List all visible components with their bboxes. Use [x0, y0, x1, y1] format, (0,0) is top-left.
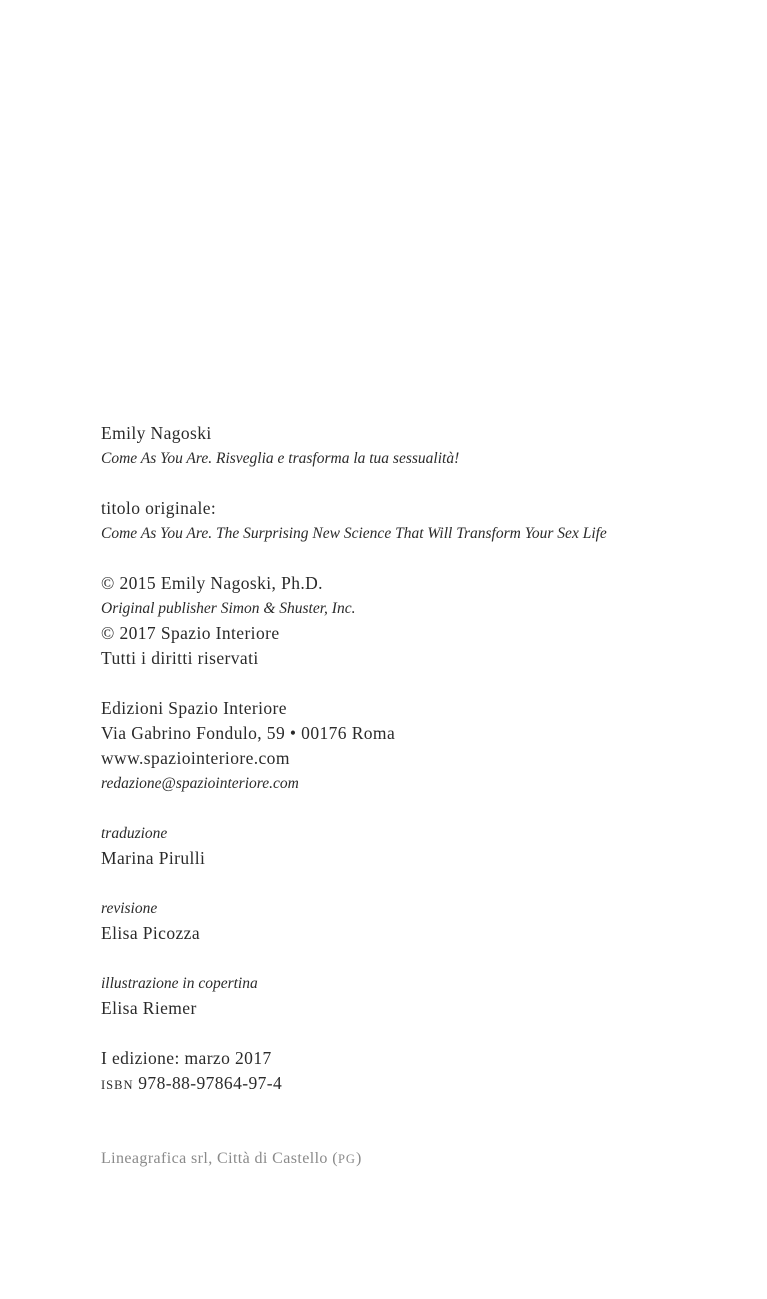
original-title: Come As You Are. The Surprising New Science That Will Transform Your Sex Life [101, 525, 607, 542]
publisher-block [101, 696, 395, 796]
original-title-block [101, 496, 607, 546]
printer-name: Lineagrafica srl, Città di Castello ( [101, 1150, 338, 1167]
credit-revision [101, 896, 200, 946]
title-block [101, 421, 459, 471]
credit-role: illustrazione in copertina [101, 975, 258, 992]
credit-cover-illustration [101, 971, 258, 1021]
publisher-website: www.spaziointeriore.com [101, 748, 290, 768]
credit-person: Marina Pirulli [101, 848, 206, 868]
copyright-line-4: Tutti i diritti riservati [101, 648, 259, 668]
printer-close: ) [355, 1150, 362, 1167]
copyright-line-2: Original publisher Simon & Shuster, Inc. [101, 600, 356, 617]
credit-translation [101, 821, 205, 871]
publisher-address: Via Gabrino Fondulo, 59 • 00176 Roma [101, 723, 396, 743]
copyright-line-3: © 2017 Spazio Interiore [101, 623, 280, 643]
author-name: Emily Nagoski [101, 423, 212, 443]
copyright-block [101, 571, 355, 671]
printer-block [101, 1146, 362, 1171]
isbn-line [101, 1071, 282, 1096]
printer-line [101, 1146, 362, 1171]
isbn-label: ISBN [101, 1078, 134, 1092]
original-title-label: titolo originale: [101, 498, 217, 518]
isbn-value: 978-88-97864-97-4 [138, 1073, 283, 1093]
edition-block [101, 1046, 282, 1096]
publisher-name: Edizioni Spazio Interiore [101, 698, 287, 718]
copyright-line-1: © 2015 Emily Nagoski, Ph.D. [101, 573, 323, 593]
edition-line: I edizione: marzo 2017 [101, 1048, 272, 1068]
publisher-email: redazione@spaziointeriore.com [101, 775, 299, 792]
credit-person: Elisa Riemer [101, 998, 197, 1018]
italian-title: Come As You Are. Risveglia e trasforma la tua sessualità! [101, 450, 460, 467]
credit-role: revisione [101, 900, 158, 917]
credit-role: traduzione [101, 825, 168, 842]
credit-person: Elisa Picozza [101, 923, 200, 943]
printer-province: PG [337, 1152, 356, 1166]
